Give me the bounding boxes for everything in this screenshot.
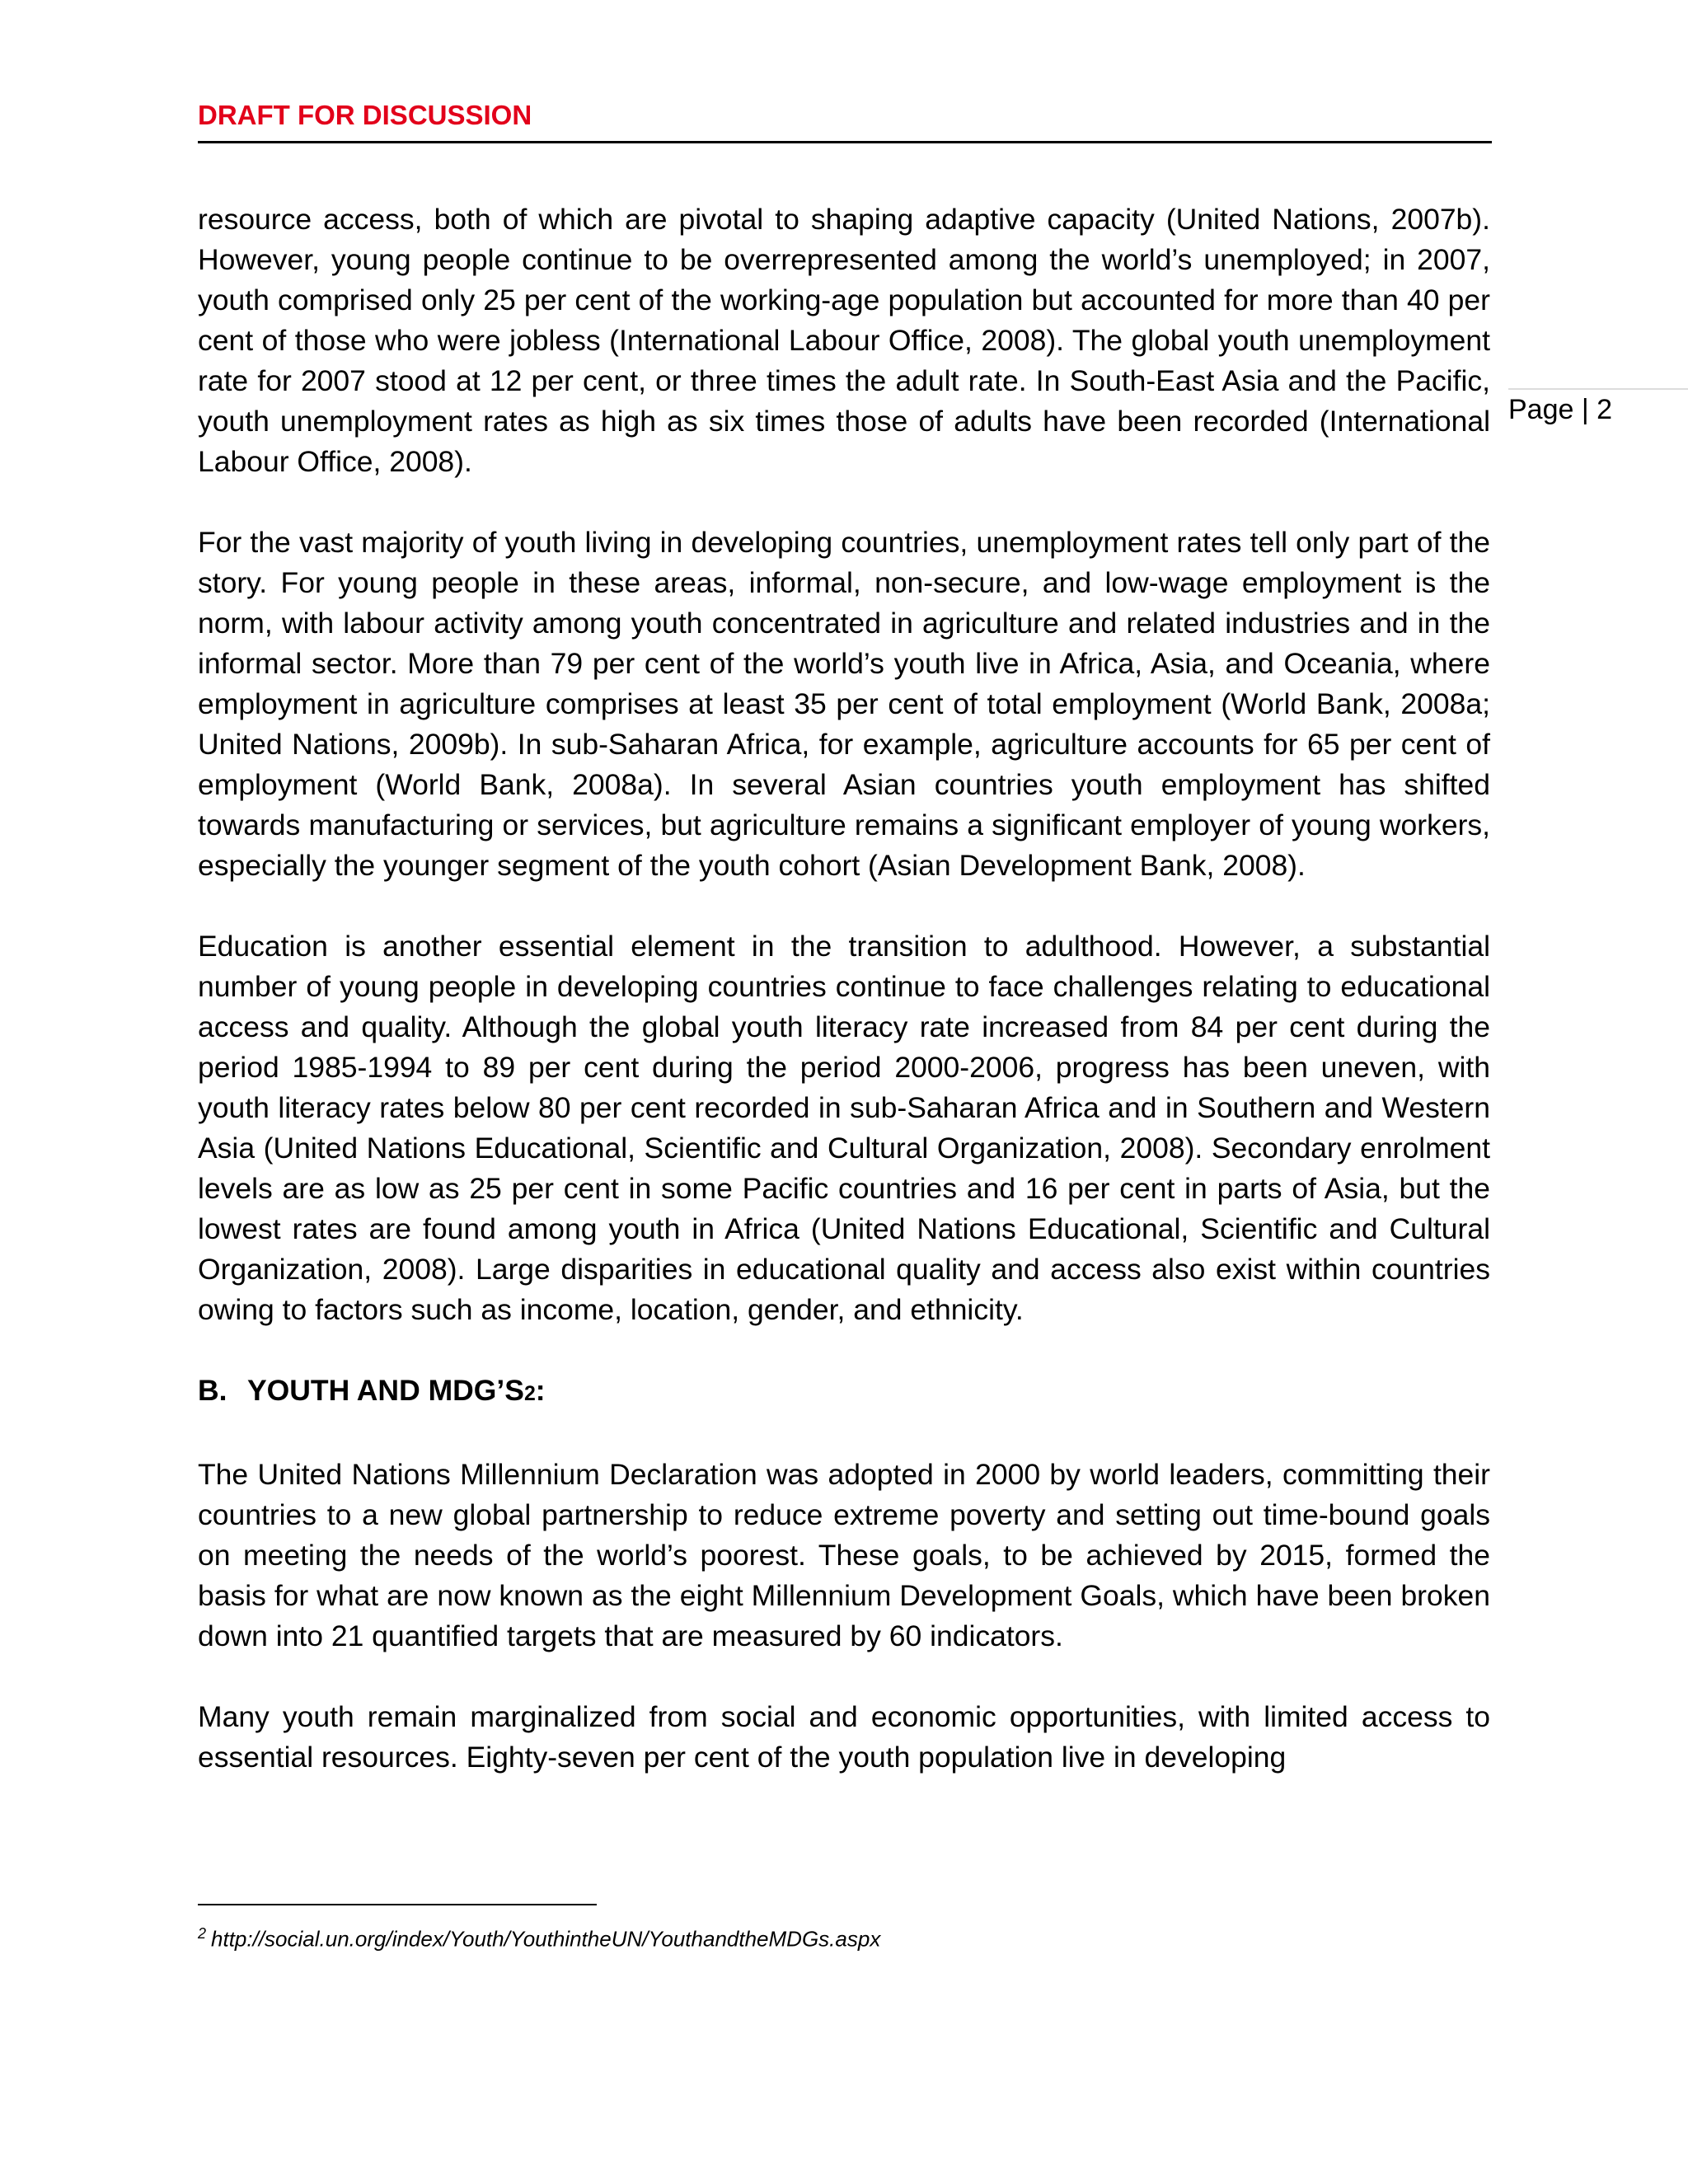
paragraph-millennium-declaration: The United Nations Millennium Declaration was adopted in 2000 by world leaders, committing their countries to a new global partnership to reduce extreme poverty and setting out time-bound goals on meeting the needs of the world’s poorest. These goals, to be achieved by 2015, formed the basis for what are now known as the eight Millennium Development Goals, which have been broken down into 21 quantified targets that are measured by 60 indicators.: [198, 1458, 1490, 1652]
page-number-rule: [1508, 388, 1688, 390]
footnote-separator: [198, 1904, 597, 1905]
paragraph-youth-employment: For the vast majority of youth living in developing countries, unemployment rates tell only part of the story. For young people in these areas, informal, non-secure, and low-wage employment is the norm, with labour activity among youth concentrated in agriculture and related industries and in the informal sector. More than 79 per cent of the world’s youth live in Africa, Asia, and Oceania, where employment in agriculture comprises at least 35 per cent of total employment (World Bank, 2008a; United Nations, 2009b). In sub-Saharan Africa, for example, agriculture accounts for 65 per cent of employment (World Bank, 2008a). In several Asian countries youth employment has shifted towards manufacturing or services, but agriculture remains a significant employer of young workers, especially the younger segment of the youth cohort (Asian Development Bank, 2008).: [198, 526, 1490, 882]
paragraph-resource-access: resource access, both of which are pivotal to shaping adaptive capacity (United Nations, 2007b). However, young people continue to be overrepresented among the world’s unemployed; in 2007, youth comprised only 25 per cent of the working-age population but accounted for more than 40 per cent of those who were jobless (International Labour Office, 2008). The global youth unemployment rate for 2007 stood at 12 per cent, or three times the adult rate. In South-East Asia and the Pacific, youth unemployment rates as high as six times those of adults have been recorded (International Labour Office, 2008).: [198, 203, 1490, 478]
page-number: Page | 2: [1508, 394, 1613, 425]
section-title: YOUTH AND MDG’S: [247, 1374, 524, 1407]
paragraph-education: Education is another essential element in the transition to adulthood. However, a substantial number of young people in developing countries continue to face challenges relating to educational access and quality. Although the global youth literacy rate increased from 84 per cent during the period 1985-1994 to 89 per cent during the period 2000-2006, progress has been uneven, with youth literacy rates below 80 per cent recorded in sub-Saharan Africa and in Southern and Western Asia (United Nations Educational, Scientific and Cultural Organization, 2008). Secondary enrolment levels are as low as 25 per cent in some Pacific countries and 16 per cent in parts of Asia, but the lowest rates are found among youth in Africa (United Nations Educational, Scientific and Cultural Organization, 2008). Large disparities in educational quality and access also exist within countries owing to factors such as income, location, gender, and ethnicity.: [198, 930, 1490, 1326]
document-body: [198, 199, 1490, 1818]
footnote: [198, 1919, 880, 1954]
paragraph-marginalized-youth: Many youth remain marginalized from social and economic opportunities, with limited access to essential resources. Eighty-seven per cent of the youth population live in developing: [198, 1700, 1490, 1774]
footnote-reference[interactable]: 2: [523, 1383, 536, 1405]
section-number: B.: [198, 1374, 227, 1407]
footnote-marker: 2: [198, 1925, 207, 1942]
section-colon: :: [535, 1374, 546, 1407]
draft-label: DRAFT FOR DISCUSSION: [198, 100, 532, 130]
section-heading: [198, 1371, 1490, 1414]
footnote-url[interactable]: http://social.un.org/index/Youth/YouthintheUN/YouthandtheMDGs.aspx: [211, 1926, 881, 1952]
page-header: [198, 97, 1492, 143]
